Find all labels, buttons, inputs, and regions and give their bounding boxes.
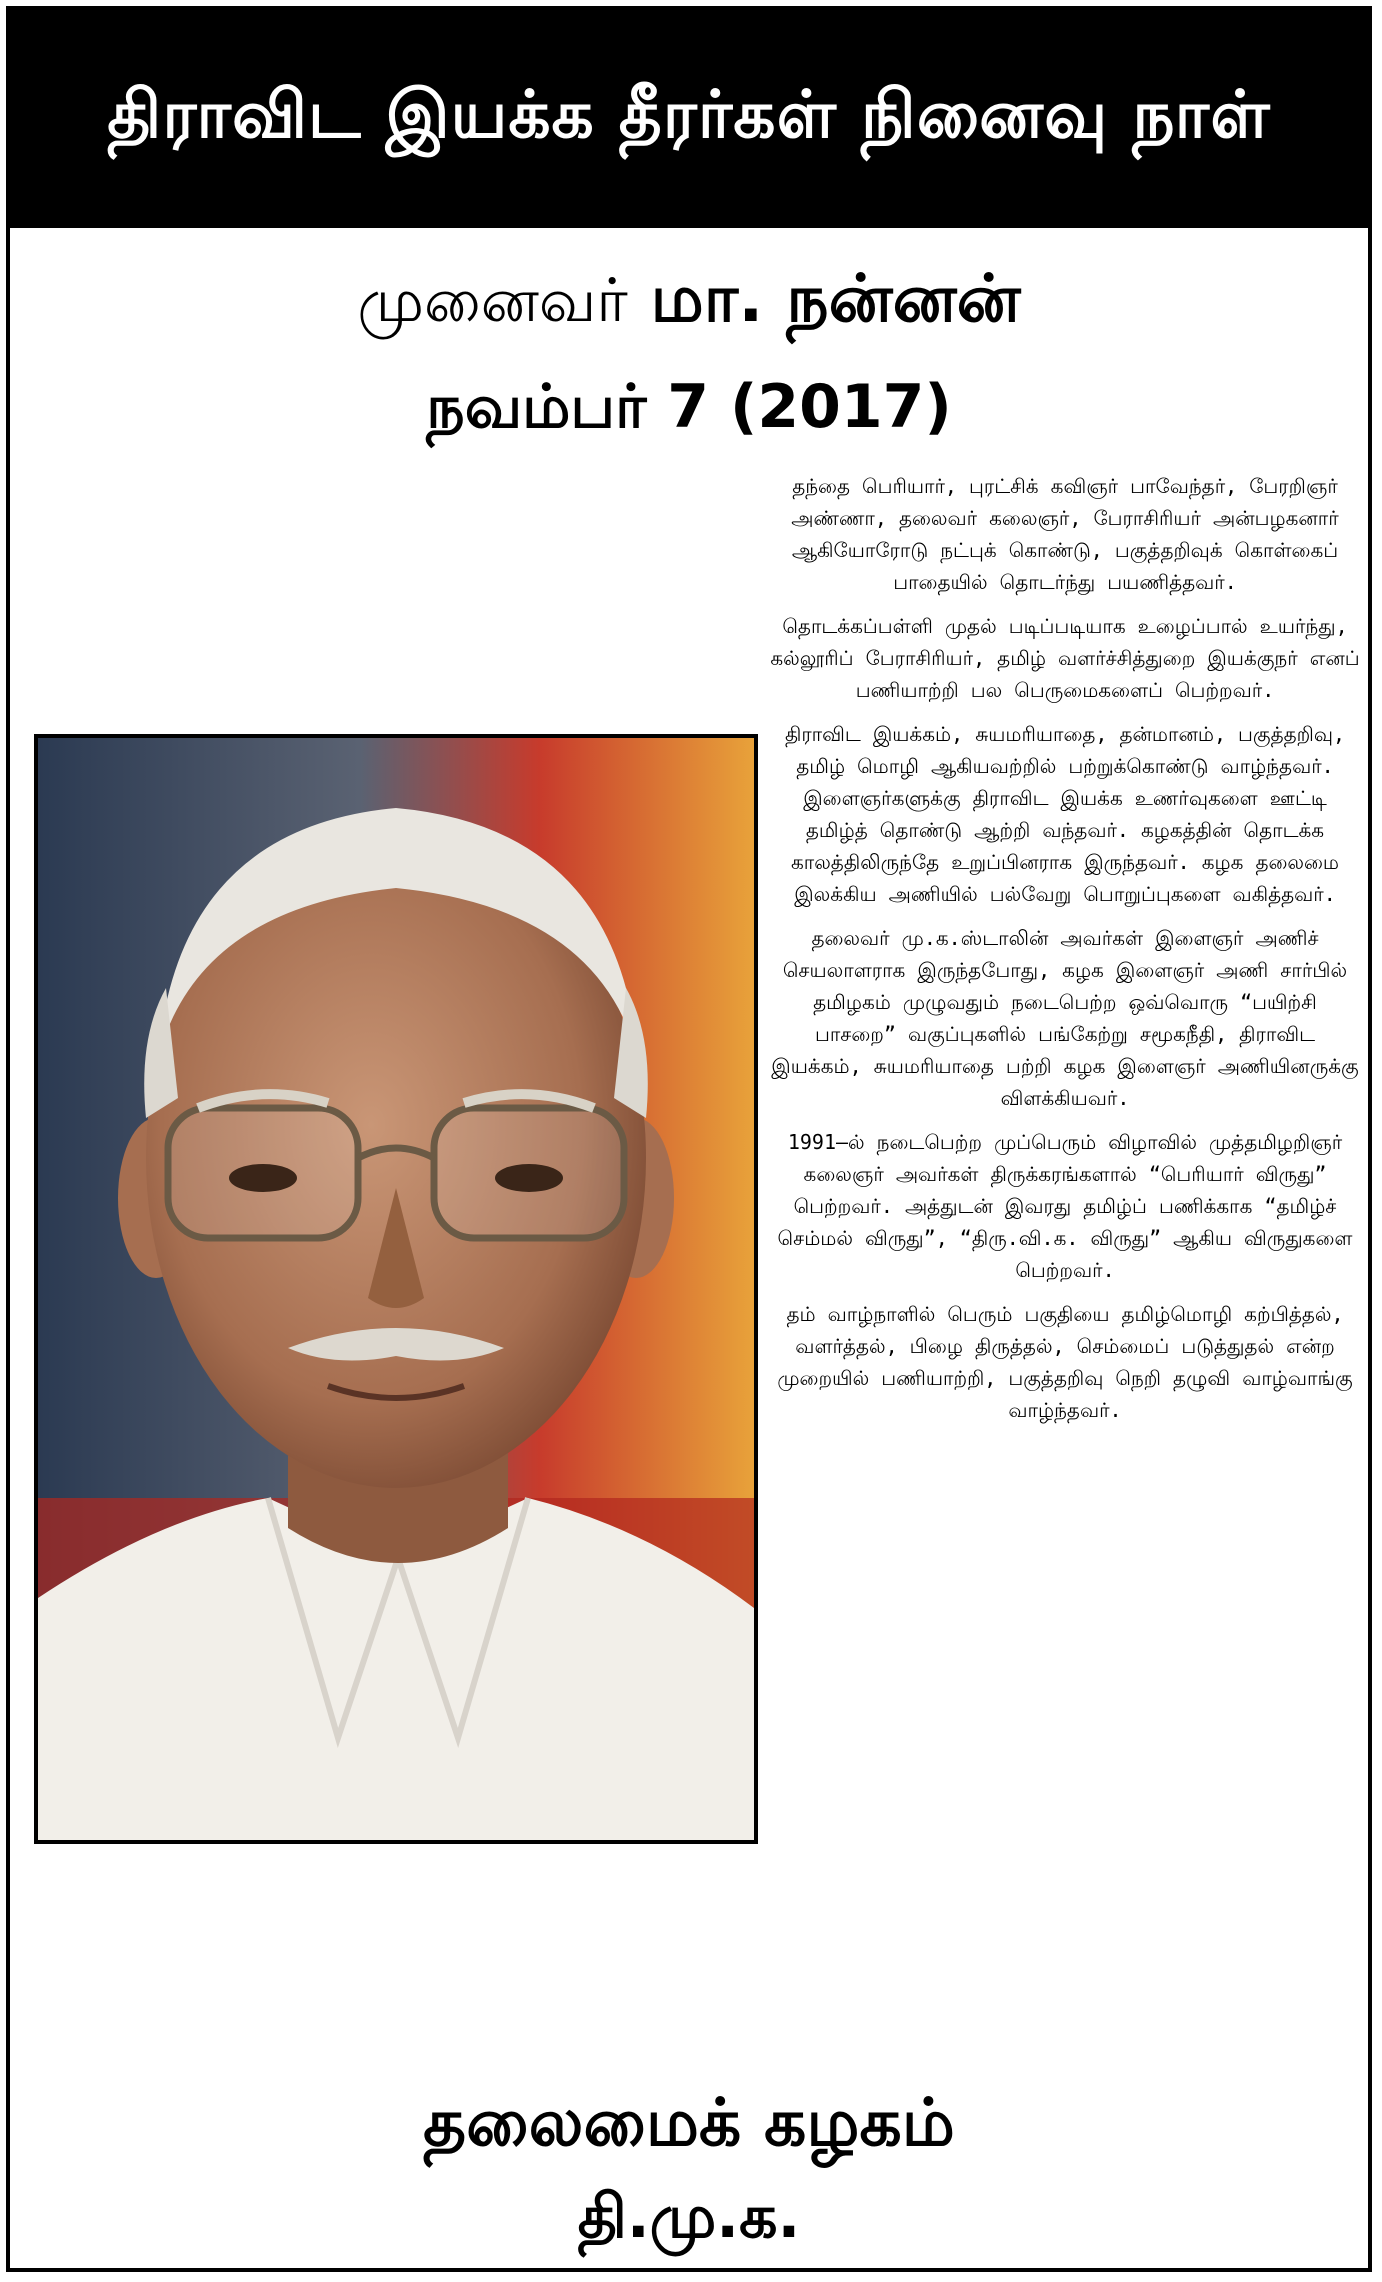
person-title-prefix: முனைவர் xyxy=(357,266,628,336)
bio-paragraph: 1991–ல் நடைபெற்ற முப்பெரும் விழாவில் முத்தமிழறிஞர் கலைஞர் அவர்கள் திருக்கரங்களால் “பெரியார் விருது” பெற்றவர். அத்துடன் இவரது தமிழ்ப் பணிக்காக “தமிழ்ச் செம்மல் விருது”, “திரு.வி.க. விருது” ஆகிய விருதுகளை பெற்றவர். xyxy=(777,1130,1353,1282)
portrait-photo xyxy=(34,734,758,1844)
banner-title: திராவிட இயக்க தீரர்கள் நினைவு நாள் xyxy=(107,76,1271,153)
footer-party-name: தி.மு.க. xyxy=(577,2182,801,2252)
header-banner xyxy=(10,10,1368,228)
portrait-illustration xyxy=(38,738,754,1840)
footer-organization: தலைமைக் கழகம் xyxy=(423,2084,955,2161)
bio-paragraph: தலைவர் மு.க.ஸ்டாலின் அவர்கள் இளைஞர் அணிச் செயலாளராக இருந்தபோது, கழக இளைஞர் அணி சார்பில் தமிழகம் முழுவதும் நடைபெற்ற ஒவ்வொரு “பயிற்சி பாசறை” வகுப்புகளில் பங்கேற்று சமூகநீதி, திராவிட இயக்கம், சுயமரியாதை பற்றி கழக இளைஞர் அணியினருக்கு விளக்கியவர். xyxy=(771,926,1359,1110)
bio-paragraph: தந்தை பெரியார், புரட்சிக் கவிஞர் பாவேந்தர், பேரறிஞர் அண்ணா, தலைவர் கலைஞர், பேராசிரியர் அன்பழகனார் ஆகியோரோடு நட்புக் கொண்டு, பகுத்தறிவுக் கொள்கைப் பாதையில் தொடர்ந்து பயணித்தவர். xyxy=(791,474,1339,594)
person-name-heading xyxy=(10,260,1368,346)
obituary-notice xyxy=(6,6,1372,2272)
biography xyxy=(770,470,1360,1438)
bio-paragraph: தொடக்கப்பள்ளி முதல் படிப்படியாக உழைப்பால் உயர்ந்து, கல்லூரிப் பேராசிரியர், தமிழ் வளர்ச்சித்துறை இயக்குநர் எனப் பணியாற்றி பல பெருமைகளைப் பெற்றவர். xyxy=(770,614,1360,702)
bio-paragraph: தம் வாழ்நாளில் பெரும் பகுதியை தமிழ்மொழி கற்பித்தல், வளர்த்தல், பிழை திருத்தல், செம்மைப் படுத்துதல் என்ற முறையில் பணியாற்றி, பகுத்தறிவு நெறி தழுவி வாழ்வாங்கு வாழ்ந்தவர். xyxy=(777,1302,1353,1422)
bio-paragraph: திராவிட இயக்கம், சுயமரியாதை, தன்மானம், பகுத்தறிவு, தமிழ் மொழி ஆகியவற்றில் பற்றுக்கொண்டு வாழ்ந்தவர். இளைஞர்களுக்கு திராவிட இயக்க உணர்வுகளை ஊட்டி தமிழ்த் தொண்டு ஆற்றி வந்தவர். கழகத்தின் தொடக்க காலத்திலிருந்தே உறுப்பினராக இருந்தவர். கழக தலைமை இலக்கிய அணியில் பல்வேறு பொறுப்புகளை வகித்தவர். xyxy=(784,722,1346,906)
person-name: மா. நன்னன் xyxy=(650,260,1021,337)
memorial-date: நவம்பர் 7 (2017) xyxy=(426,372,952,442)
